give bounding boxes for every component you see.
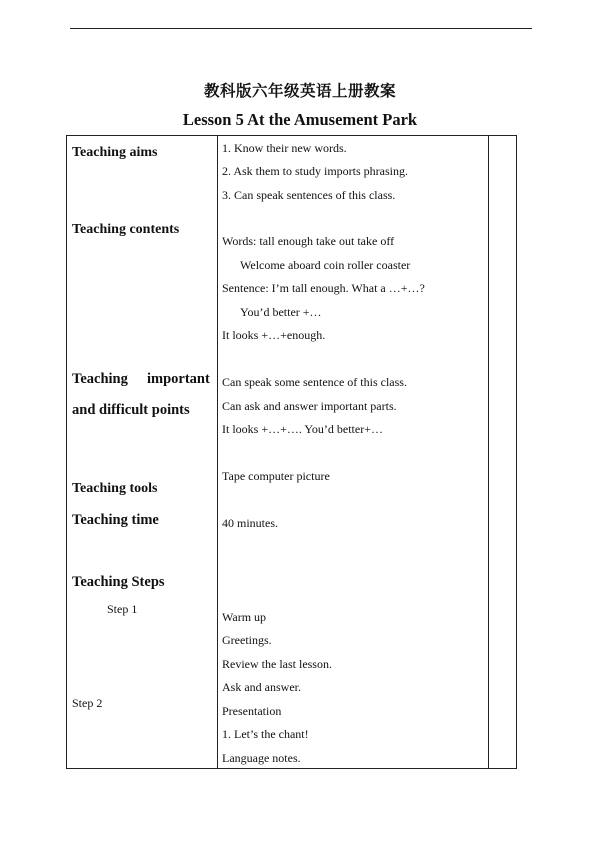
label-important-1: Teaching [72,371,128,387]
label-step-2: Step 2 [72,696,103,710]
step-item: Ask and answer. [222,680,301,694]
label-important-2: important [147,371,210,387]
label-step-1: Step 1 [107,602,138,616]
title-chinese: 教科版六年级英语上册教案 [203,82,396,100]
label-teaching-time: Teaching time [72,512,159,528]
aim-item: 3. Can speak sentences of this class. [222,188,396,202]
important-item: It looks +…+…. You’d better+… [222,422,383,436]
step-item: Warm up [222,610,267,624]
aim-item: 1. Know their new words. [222,141,347,155]
content-item: Words: tall enough take out take off [222,234,395,248]
tools-text: Tape computer picture [222,469,330,483]
content-item: It looks +…+enough. [222,328,326,342]
label-teaching-aims: Teaching aims [72,145,158,160]
step-item: Review the last lesson. [222,657,332,671]
column-divider-2 [488,136,489,768]
step-item: Greetings. [222,633,272,647]
label-teaching-contents: Teaching contents [72,222,180,237]
important-item: Can ask and answer important parts. [222,399,397,413]
important-item: Can speak some sentence of this class. [222,375,407,389]
column-divider-1 [217,136,218,768]
lesson-plan-table [66,135,517,769]
step-item: Language notes. [222,751,301,765]
step-item: 1. Let’s the chant! [222,727,309,741]
aim-item: 2. Ask them to study imports phrasing. [222,164,408,178]
header-rule [70,28,532,29]
step-item: Presentation [222,704,282,718]
time-text: 40 minutes. [222,516,278,530]
label-difficult-points: and difficult points [72,402,190,418]
label-teaching-tools: Teaching tools [72,481,158,496]
label-teaching-steps: Teaching Steps [72,574,165,590]
lesson-title: Lesson 5 At the Amusement Park [182,110,418,129]
content-item: Welcome aboard coin roller coaster [240,258,411,272]
content-item: Sentence: I’m tall enough. What a …+…? [222,281,425,295]
content-item: You’d better +… [240,305,322,319]
